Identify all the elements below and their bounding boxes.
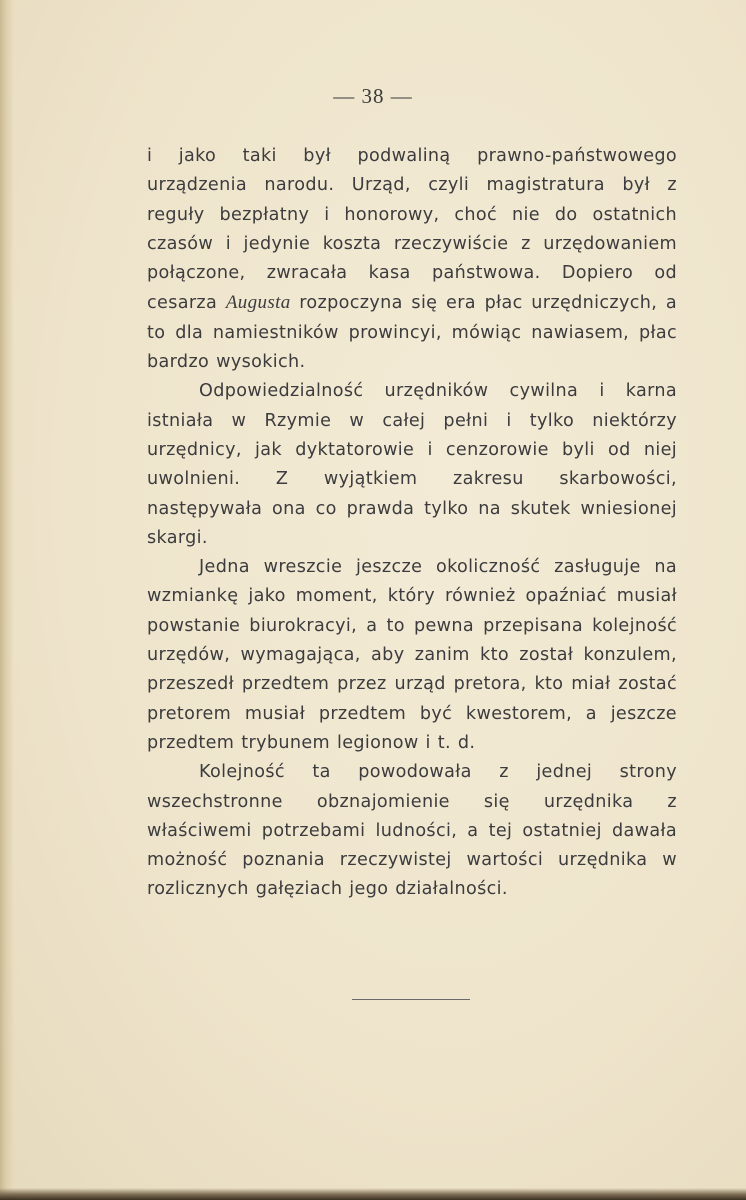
page-bottom-edge [0, 1188, 746, 1200]
page-binding-edge [0, 0, 14, 1200]
section-end-rule [352, 999, 470, 1000]
paragraph-1 [147, 142, 677, 377]
body-text [147, 142, 677, 905]
emphasized-name: Augusta [225, 292, 291, 314]
paragraph-1-text-start: i jako taki był podwaliną prawno-państwowego urządzenia narodu. Urząd, czyli magistratura był z reguły bezpłatny i honorowy, choć nie do ostatnich czasów i jedynie koszta rzeczywiście z urzędowaniem połączone, zwracała kasa państwowa. Dopiero od cesarza [147, 146, 677, 314]
paragraph-1-text-end: rozpoczyna się era płac urzędniczych, a to dla namiestników prowincyi, mówiąc nawiasem, płac bardzo wysokich. [147, 293, 678, 373]
paragraph-4: Kolejność ta powodowała z jednej strony wszechstronne obznajomienie się urzędnika z właściwemi potrzebami ludności, a tej ostatniej dawała możność poznania rzeczywistej wartości urzędnika w rozlicznych gałęziach jego działalności. [147, 762, 677, 900]
paragraph-2: Odpowiedzialność urzędników cywilna i karna istniała w Rzymie w całej pełni i tylko niektórzy urzędnicy, jak dyktatorowie i cenzorowie byli od niej uwolnieni. Z wyjątkiem zakresu skarbowości, następywała ona co prawda tylko na skutek wniesionej skargi. [147, 381, 677, 548]
page-number: — 38 — [333, 84, 413, 108]
paragraph-3: Jedna wreszcie jeszcze okoliczność zasługuje na wzmiankę jako moment, który również opaźniać musiał powstanie biurokracyi, a to pewna przepisana kolejność urzędów, wymagająca, aby zanim kto został konzulem, przeszedł przedtem przez urząd pretora, kto miał zostać pretorem musiał przedtem być kwestorem, a jeszcze przedtem trybunem legionow i t. d. [147, 557, 677, 753]
